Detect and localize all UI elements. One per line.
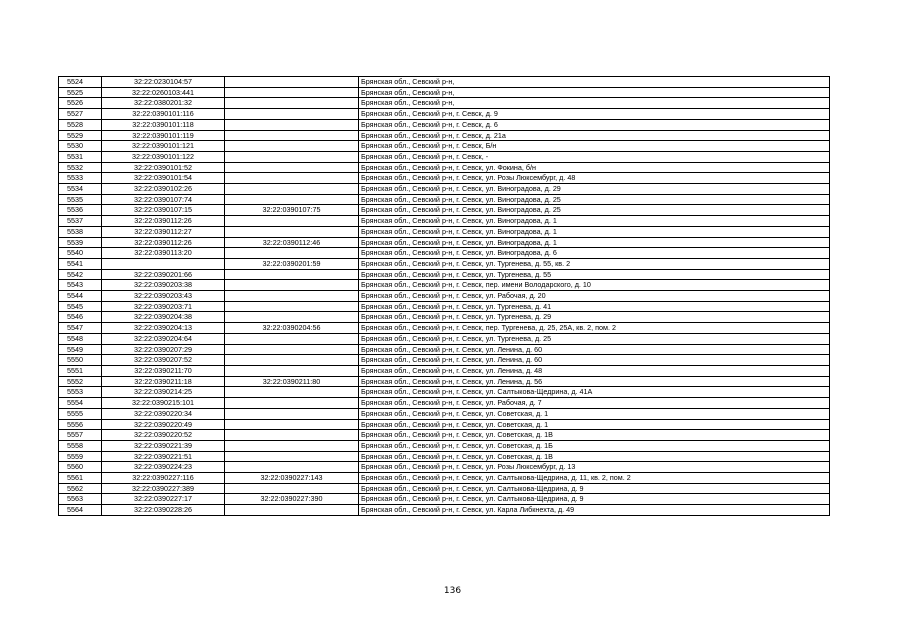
row-number-cell: 5560 [59,462,102,473]
related-cadastral-number-cell [225,109,359,120]
address-cell: Брянская обл., Севский р-н, г. Севск, ул. Виноградова, д. 25 [359,194,830,205]
related-cadastral-number-cell: 32:22:0390107:75 [225,205,359,216]
table-row [59,173,830,184]
cadastral-number-cell: 32:22:0390207:29 [102,344,225,355]
address-cell: Брянская обл., Севский р-н, г. Севск, ул. Виноградова, д. 1 [359,226,830,237]
table-row [59,291,830,302]
row-number-cell: 5552 [59,376,102,387]
row-number-cell: 5555 [59,408,102,419]
table-row [59,473,830,484]
cadastral-number-cell: 32:22:0390203:43 [102,291,225,302]
cadastral-number-cell: 32:22:0390107:74 [102,194,225,205]
cadastral-number-cell: 32:22:0390101:118 [102,119,225,130]
related-cadastral-number-cell [225,365,359,376]
table-row [59,248,830,259]
cadastral-number-cell: 32:22:0390227:389 [102,483,225,494]
row-number-cell: 5525 [59,87,102,98]
address-cell: Брянская обл., Севский р-н, г. Севск, ул. Рабочая, д. 7 [359,398,830,409]
row-number-cell: 5562 [59,483,102,494]
related-cadastral-number-cell [225,77,359,88]
related-cadastral-number-cell [225,355,359,366]
cadastral-number-cell: 32:22:0390101:121 [102,141,225,152]
row-number-cell: 5563 [59,494,102,505]
row-number-cell: 5554 [59,398,102,409]
cadastral-number-cell: 32:22:0390204:64 [102,333,225,344]
address-cell: Брянская обл., Севский р-н, г. Севск, ул. Виноградова, д. 25 [359,205,830,216]
related-cadastral-number-cell: 32:22:0390204:56 [225,323,359,334]
table-row [59,494,830,505]
row-number-cell: 5541 [59,258,102,269]
cadastral-number-cell: 32:22:0260103:441 [102,87,225,98]
cadastral-number-cell: 32:22:0390228:26 [102,505,225,516]
cadastral-number-cell: 32:22:0390201:66 [102,269,225,280]
table-row [59,398,830,409]
table-row [59,237,830,248]
cadastral-number-cell: 32:22:0380201:32 [102,98,225,109]
row-number-cell: 5553 [59,387,102,398]
row-number-cell: 5540 [59,248,102,259]
address-cell: Брянская обл., Севский р-н, г. Севск, ул. Ленина, д. 48 [359,365,830,376]
related-cadastral-number-cell [225,216,359,227]
row-number-cell: 5557 [59,430,102,441]
cadastral-number-cell: 32:22:0390220:49 [102,419,225,430]
related-cadastral-number-cell: 32:22:0390201:59 [225,258,359,269]
row-number-cell: 5526 [59,98,102,109]
cadastral-number-cell: 32:22:0390101:52 [102,162,225,173]
row-number-cell: 5533 [59,173,102,184]
cadastral-number-cell: 32:22:0390215:101 [102,398,225,409]
table-body [59,77,830,516]
address-cell: Брянская обл., Севский р-н, г. Севск, ул. Советская, д. 1В [359,430,830,441]
related-cadastral-number-cell [225,269,359,280]
table-row [59,344,830,355]
address-cell: Брянская обл., Севский р-н, г. Севск, ул. Советская, д. 1Б [359,440,830,451]
cadastral-number-cell: 32:22:0390227:17 [102,494,225,505]
table-row [59,301,830,312]
table-row [59,205,830,216]
related-cadastral-number-cell [225,344,359,355]
table-row [59,505,830,516]
related-cadastral-number-cell [225,505,359,516]
related-cadastral-number-cell: 32:22:0390112:46 [225,237,359,248]
table-row [59,451,830,462]
address-cell: Брянская обл., Севский р-н, г. Севск, ул. Виноградова, д. 29 [359,184,830,195]
row-number-cell: 5524 [59,77,102,88]
row-number-cell: 5530 [59,141,102,152]
table-row [59,226,830,237]
related-cadastral-number-cell [225,387,359,398]
related-cadastral-number-cell [225,312,359,323]
table-row [59,216,830,227]
table-row [59,430,830,441]
page-number: 136 [443,586,462,596]
cadastral-number-cell: 32:22:0390204:38 [102,312,225,323]
table-row [59,440,830,451]
table-row [59,419,830,430]
row-number-cell: 5548 [59,333,102,344]
cadastral-number-cell: 32:22:0390207:52 [102,355,225,366]
table-row [59,387,830,398]
related-cadastral-number-cell [225,398,359,409]
address-cell: Брянская обл., Севский р-н, г. Севск, ул. Салтыкова-Щедрина, д. 41А [359,387,830,398]
cadastral-number-cell: 32:22:0390227:116 [102,473,225,484]
cadastral-number-cell: 32:22:0390113:20 [102,248,225,259]
cadastral-number-cell: 32:22:0390101:116 [102,109,225,120]
address-cell: Брянская обл., Севский р-н, г. Севск, ул. Салтыкова-Щедрина, д. 9 [359,494,830,505]
address-cell: Брянская обл., Севский р-н, г. Севск, ул. Тургенева, д. 55 [359,269,830,280]
address-cell: Брянская обл., Севский р-н, г. Севск, ул. Салтыкова-Щедрина, д. 9 [359,483,830,494]
row-number-cell: 5547 [59,323,102,334]
row-number-cell: 5536 [59,205,102,216]
address-cell: Брянская обл., Севский р-н, г. Севск, пер. Тургенева, д. 25, 25А, кв. 2, пом. 2 [359,323,830,334]
table-row [59,462,830,473]
row-number-cell: 5550 [59,355,102,366]
address-cell: Брянская обл., Севский р-н, г. Севск, д. 6 [359,119,830,130]
cadastral-number-cell: 32:22:0390214:25 [102,387,225,398]
table-row [59,333,830,344]
table-row [59,98,830,109]
land-parcel-table [58,76,830,516]
cadastral-number-cell: 32:22:0390112:26 [102,216,225,227]
related-cadastral-number-cell [225,291,359,302]
table-row [59,77,830,88]
table-row [59,483,830,494]
address-cell: Брянская обл., Севский р-н, г. Севск, ул. Карла Либкнехта, д. 49 [359,505,830,516]
cadastral-number-cell: 32:22:0390112:26 [102,237,225,248]
cadastral-number-cell: 32:22:0230104:57 [102,77,225,88]
address-cell: Брянская обл., Севский р-н, г. Севск, ул. Ленина, д. 60 [359,355,830,366]
row-number-cell: 5535 [59,194,102,205]
row-number-cell: 5542 [59,269,102,280]
table-row [59,194,830,205]
cadastral-number-cell: 32:22:0390220:34 [102,408,225,419]
related-cadastral-number-cell [225,184,359,195]
related-cadastral-number-cell: 32:22:0390227:390 [225,494,359,505]
table-row [59,119,830,130]
related-cadastral-number-cell [225,408,359,419]
related-cadastral-number-cell [225,194,359,205]
table-row [59,130,830,141]
row-number-cell: 5564 [59,505,102,516]
address-cell: Брянская обл., Севский р-н, г. Севск, ул. Ленина, д. 60 [359,344,830,355]
table-row [59,280,830,291]
table-row [59,408,830,419]
related-cadastral-number-cell [225,419,359,430]
related-cadastral-number-cell [225,87,359,98]
related-cadastral-number-cell [225,173,359,184]
related-cadastral-number-cell [225,141,359,152]
address-cell: Брянская обл., Севский р-н, г. Севск, ул. Розы Люксембург, д. 13 [359,462,830,473]
row-number-cell: 5545 [59,301,102,312]
address-cell: Брянская обл., Севский р-н, г. Севск, ул. Ленина, д. 56 [359,376,830,387]
related-cadastral-number-cell [225,162,359,173]
row-number-cell: 5544 [59,291,102,302]
related-cadastral-number-cell [225,301,359,312]
row-number-cell: 5556 [59,419,102,430]
cadastral-number-cell: 32:22:0390101:119 [102,130,225,141]
related-cadastral-number-cell [225,483,359,494]
table-row [59,87,830,98]
address-cell: Брянская обл., Севский р-н, г. Севск, ул. Розы Люксембург, д. 48 [359,173,830,184]
table-row [59,109,830,120]
cadastral-number-cell: 32:22:0390107:15 [102,205,225,216]
address-cell: Брянская обл., Севский р-н, г. Севск, д. 9 [359,109,830,120]
related-cadastral-number-cell: 32:22:0390227:143 [225,473,359,484]
row-number-cell: 5532 [59,162,102,173]
address-cell: Брянская обл., Севский р-н, г. Севск, - [359,151,830,162]
address-cell: Брянская обл., Севский р-н, г. Севск, ул. Тургенева, д. 29 [359,312,830,323]
cadastral-number-cell: 32:22:0390204:13 [102,323,225,334]
cadastral-number-cell: 32:22:0390101:122 [102,151,225,162]
address-cell: Брянская обл., Севский р-н, [359,87,830,98]
cadastral-number-cell: 32:22:0390224:23 [102,462,225,473]
table-row [59,184,830,195]
table-row [59,162,830,173]
cadastral-number-cell: 32:22:0390220:52 [102,430,225,441]
cadastral-number-cell: 32:22:0390102:26 [102,184,225,195]
related-cadastral-number-cell [225,451,359,462]
address-cell: Брянская обл., Севский р-н, г. Севск, ул. Тургенева, д. 25 [359,333,830,344]
address-cell: Брянская обл., Севский р-н, г. Севск, ул. Советская, д. 1В [359,451,830,462]
address-cell: Брянская обл., Севский р-н, г. Севск, ул. Советская, д. 1 [359,419,830,430]
cadastral-number-cell: 32:22:0390211:70 [102,365,225,376]
address-cell: Брянская обл., Севский р-н, г. Севск, ул. Виноградова, д. 1 [359,216,830,227]
table-row [59,355,830,366]
table-row [59,141,830,152]
related-cadastral-number-cell [225,430,359,441]
address-cell: Брянская обл., Севский р-н, г. Севск, ул. Советская, д. 1 [359,408,830,419]
address-cell: Брянская обл., Севский р-н, г. Севск, ул. Виноградова, д. 1 [359,237,830,248]
address-cell: Брянская обл., Севский р-н, [359,98,830,109]
address-cell: Брянская обл., Севский р-н, г. Севск, Б/н [359,141,830,152]
row-number-cell: 5528 [59,119,102,130]
row-number-cell: 5531 [59,151,102,162]
related-cadastral-number-cell [225,151,359,162]
address-cell: Брянская обл., Севский р-н, [359,77,830,88]
related-cadastral-number-cell [225,462,359,473]
row-number-cell: 5546 [59,312,102,323]
row-number-cell: 5559 [59,451,102,462]
related-cadastral-number-cell: 32:22:0390211:80 [225,376,359,387]
row-number-cell: 5538 [59,226,102,237]
cadastral-number-cell: 32:22:0390203:71 [102,301,225,312]
related-cadastral-number-cell [225,280,359,291]
related-cadastral-number-cell [225,119,359,130]
cadastral-number-cell: 32:22:0390101:54 [102,173,225,184]
cadastral-number-cell: 32:22:0390112:27 [102,226,225,237]
cadastral-number-cell: 32:22:0390203:38 [102,280,225,291]
address-cell: Брянская обл., Севский р-н, г. Севск, ул. Рабочая, д. 20 [359,291,830,302]
related-cadastral-number-cell [225,440,359,451]
row-number-cell: 5561 [59,473,102,484]
cadastral-number-cell: 32:22:0390221:51 [102,451,225,462]
cadastral-number-cell: 32:22:0390211:18 [102,376,225,387]
row-number-cell: 5543 [59,280,102,291]
cadastral-number-cell [102,258,225,269]
row-number-cell: 5539 [59,237,102,248]
address-cell: Брянская обл., Севский р-н, г. Севск, пер. имени Володарского, д. 10 [359,280,830,291]
table-row [59,376,830,387]
row-number-cell: 5529 [59,130,102,141]
row-number-cell: 5534 [59,184,102,195]
row-number-cell: 5558 [59,440,102,451]
table-row [59,151,830,162]
related-cadastral-number-cell [225,130,359,141]
cadastral-number-cell: 32:22:0390221:39 [102,440,225,451]
table-row [59,269,830,280]
address-cell: Брянская обл., Севский р-н, г. Севск, ул. Тургенева, д. 41 [359,301,830,312]
address-cell: Брянская обл., Севский р-н, г. Севск, ул. Салтыкова-Щедрина, д. 11, кв. 2, пом. 2 [359,473,830,484]
table-row [59,323,830,334]
address-cell: Брянская обл., Севский р-н, г. Севск, ул. Фокина, б/н [359,162,830,173]
table-row [59,258,830,269]
related-cadastral-number-cell [225,248,359,259]
related-cadastral-number-cell [225,226,359,237]
related-cadastral-number-cell [225,333,359,344]
row-number-cell: 5551 [59,365,102,376]
table-row [59,312,830,323]
related-cadastral-number-cell [225,98,359,109]
table-row [59,365,830,376]
row-number-cell: 5537 [59,216,102,227]
address-cell: Брянская обл., Севский р-н, г. Севск, ул. Виноградова, д. 6 [359,248,830,259]
row-number-cell: 5549 [59,344,102,355]
row-number-cell: 5527 [59,109,102,120]
address-cell: Брянская обл., Севский р-н, г. Севск, ул. Тургенева, д. 55, кв. 2 [359,258,830,269]
address-cell: Брянская обл., Севский р-н, г. Севск, д. 21а [359,130,830,141]
